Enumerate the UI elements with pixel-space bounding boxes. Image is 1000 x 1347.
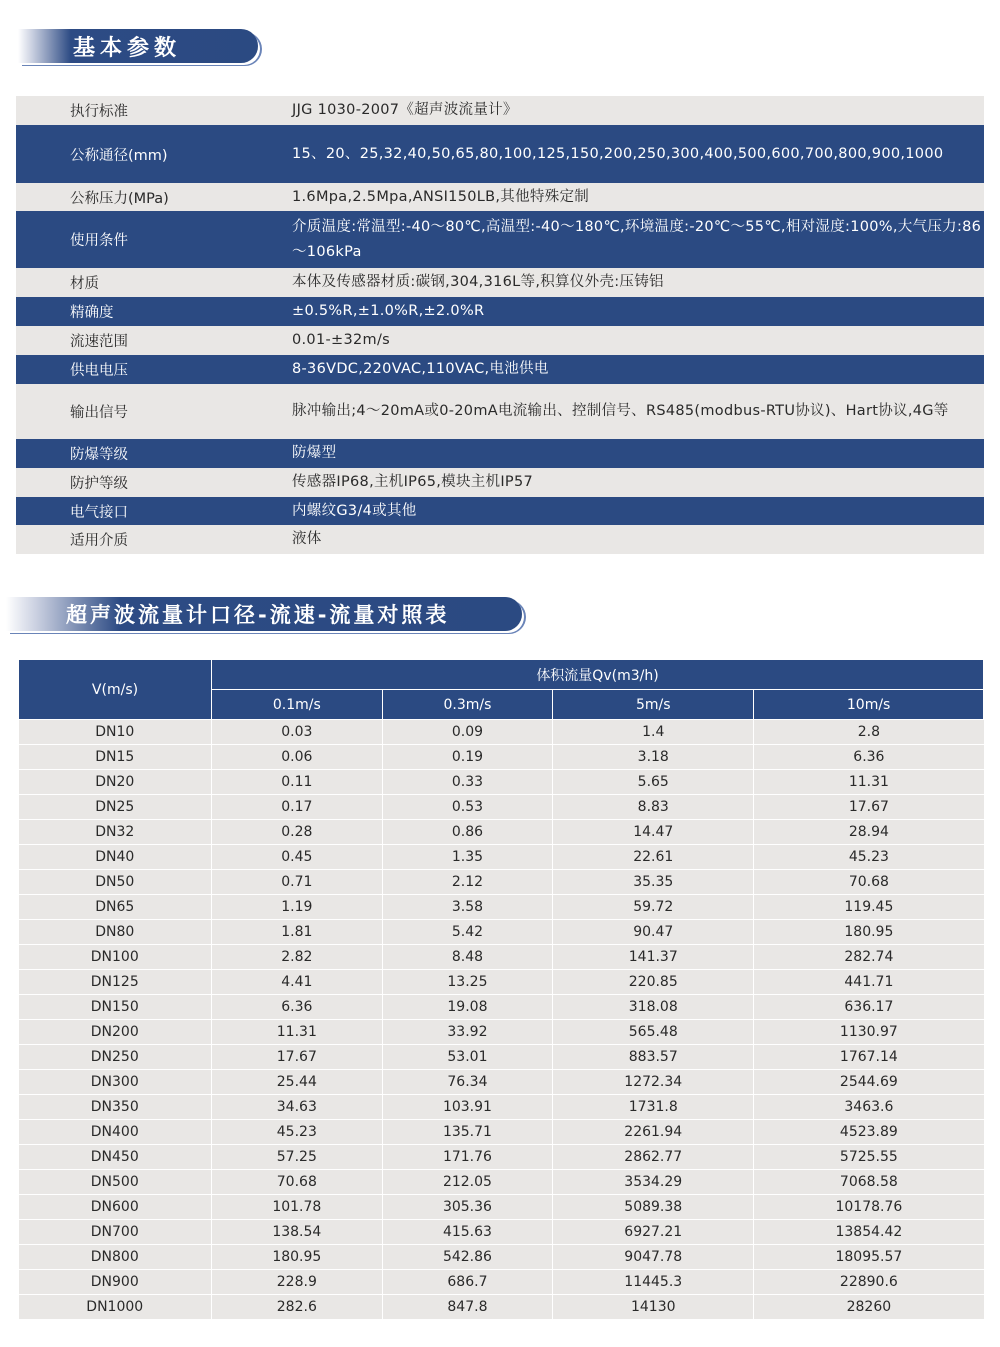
flow-cell: 11.31 [212,1020,383,1045]
flow-cell: 5.42 [382,920,553,945]
flow-cell: 5.65 [553,770,754,795]
flow-cell: 686.7 [382,1270,553,1295]
spec-value: 1.6Mpa,2.5Mpa,ANSI150LB,其他特殊定制 [292,188,590,205]
flow-cell: 53.01 [382,1045,553,1070]
spec-row [16,183,984,211]
flow-cell: 0.17 [212,795,383,820]
flow-cell: 171.76 [382,1145,553,1170]
diameter-cell: DN32 [19,820,212,845]
diameter-cell: DN500 [19,1170,212,1195]
flow-cell: 17.67 [754,795,984,820]
flow-cell: 28.94 [754,820,984,845]
diameter-cell: DN65 [19,895,212,920]
flow-cell: 441.71 [754,970,984,995]
table-row [19,1095,984,1120]
flow-cell: 8.48 [382,945,553,970]
diameter-cell: DN350 [19,1095,212,1120]
flow-cell: 180.95 [754,920,984,945]
spec-label: 防爆等级 [70,447,128,463]
flow-cell: 14.47 [553,820,754,845]
flow-cell: 45.23 [754,845,984,870]
diameter-cell: DN25 [19,795,212,820]
spec-value: JJG 1030-2007《超声波流量计》 [292,102,518,118]
col-header: 0.1m/s [212,690,383,720]
flow-cell: 57.25 [212,1145,383,1170]
flow-cell: 565.48 [553,1020,754,1045]
flow-cell: 119.45 [754,895,984,920]
flow-cell: 318.08 [553,995,754,1020]
table-row [19,770,984,795]
spec-label: 使用条件 [70,233,128,249]
flow-cell: 0.71 [212,870,383,895]
flow-cell: 13.25 [382,970,553,995]
spec-label: 供电电压 [70,363,128,379]
table-row [19,1245,984,1270]
spec-value: 内螺纹G3/4或其他 [292,502,417,519]
flow-cell: 5725.55 [754,1145,984,1170]
flow-cell: 141.37 [553,945,754,970]
flow-cell: 17.67 [212,1045,383,1070]
diameter-cell: DN600 [19,1195,212,1220]
table-row [19,870,984,895]
flow-cell: 2.12 [382,870,553,895]
flow-cell: 13854.42 [754,1220,984,1245]
spec-row [16,384,984,439]
table-row [19,1270,984,1295]
spec-value: 脉冲输出;4～20mA或0-20mA电流输出、控制信号、RS485(modbus-RTU协议)、Hart协议,4G等 [292,403,949,419]
diameter-cell: DN450 [19,1145,212,1170]
diameter-cell: DN100 [19,945,212,970]
spec-row [16,297,984,326]
flow-cell: 2544.69 [754,1070,984,1095]
flow-cell: 2.82 [212,945,383,970]
diameter-cell: DN150 [19,995,212,1020]
diameter-cell: DN50 [19,870,212,895]
spec-row [16,439,984,468]
flow-cell: 45.23 [212,1120,383,1145]
section-title-flow-table: 超声波流量计口径-流速-流量对照表 [6,597,522,631]
spec-label: 输出信号 [70,405,128,421]
table-row [19,1195,984,1220]
spec-value: 本体及传感器材质:碳钢,304,316L等,积算仪外壳:压铸铝 [292,274,664,290]
diameter-cell: DN10 [19,720,212,745]
diameter-cell: DN125 [19,970,212,995]
flow-cell: 847.8 [382,1295,553,1320]
flow-table [18,659,984,1320]
flow-cell: 1.4 [553,720,754,745]
flow-cell: 636.17 [754,995,984,1020]
flow-cell: 76.34 [382,1070,553,1095]
flow-cell: 415.63 [382,1220,553,1245]
spec-label: 公称压力(MPa) [70,190,169,207]
flow-cell: 19.08 [382,995,553,1020]
diameter-cell: DN80 [19,920,212,945]
flow-cell: 25.44 [212,1070,383,1095]
col-header: 0.3m/s [382,690,553,720]
flow-cell: 1731.8 [553,1095,754,1120]
spec-label: 精确度 [70,305,114,321]
table-row [19,920,984,945]
spec-label: 材质 [70,276,99,292]
table-row [19,1220,984,1245]
flow-cell: 1.19 [212,895,383,920]
section-title-basic-params: 基本参数 [18,29,258,63]
diameter-cell: DN700 [19,1220,212,1245]
flow-cell: 103.91 [382,1095,553,1120]
flow-cell: 0.09 [382,720,553,745]
spec-value: 15、20、25,32,40,50,65,80,100,125,150,200,250,300,400,500,600,700,800,900,1000 [292,145,944,162]
spec-row [16,96,984,125]
diameter-cell: DN250 [19,1045,212,1070]
flow-cell: 10178.76 [754,1195,984,1220]
table-row [19,1295,984,1320]
flow-cell: 3463.6 [754,1095,984,1120]
flow-cell: 282.74 [754,945,984,970]
table-row [19,745,984,770]
col-header: 5m/s [553,690,754,720]
spec-label: 电气接口 [70,504,128,521]
flow-cell: 1130.97 [754,1020,984,1045]
flow-cell: 220.85 [553,970,754,995]
flow-cell: 22890.6 [754,1270,984,1295]
flow-cell: 180.95 [212,1245,383,1270]
flow-cell: 0.19 [382,745,553,770]
flow-cell: 1.81 [212,920,383,945]
table-row [19,845,984,870]
flow-cell: 6.36 [754,745,984,770]
spec-value: 液体 [292,531,322,547]
flow-cell: 0.11 [212,770,383,795]
spec-value: 0.01-±32m/s [292,332,390,348]
diameter-cell: DN20 [19,770,212,795]
flow-cell: 883.57 [553,1045,754,1070]
group-header: 体积流量Qv(m3/h) [212,660,984,690]
spec-row [16,468,984,497]
col-header: 10m/s [754,690,984,720]
flow-cell: 0.28 [212,820,383,845]
table-row [19,1145,984,1170]
flow-cell: 35.35 [553,870,754,895]
spec-row [16,355,984,384]
table-row [19,1070,984,1095]
flow-cell: 33.92 [382,1020,553,1045]
spec-value: 传感器IP68,主机IP65,模块主机IP57 [292,474,534,490]
table-row [19,1020,984,1045]
spec-row [16,326,984,355]
spec-row [16,211,984,268]
flow-cell: 0.45 [212,845,383,870]
flow-cell: 4.41 [212,970,383,995]
flow-cell: 8.83 [553,795,754,820]
flow-cell: 135.71 [382,1120,553,1145]
spec-label: 流速范围 [70,334,128,350]
diameter-cell: DN40 [19,845,212,870]
flow-cell: 14130 [553,1295,754,1320]
flow-cell: 228.9 [212,1270,383,1295]
flow-cell: 1.35 [382,845,553,870]
flow-cell: 3.18 [553,745,754,770]
spec-label: 防护等级 [70,476,128,492]
corner-header: V(m/s) [19,660,212,720]
flow-cell: 28260 [754,1295,984,1320]
flow-cell: 212.05 [382,1170,553,1195]
flow-cell: 542.86 [382,1245,553,1270]
flow-cell: 11445.3 [553,1270,754,1295]
flow-cell: 6.36 [212,995,383,1020]
flow-cell: 1272.34 [553,1070,754,1095]
diameter-cell: DN400 [19,1120,212,1145]
flow-cell: 9047.78 [553,1245,754,1270]
table-row [19,1120,984,1145]
flow-cell: 0.06 [212,745,383,770]
flow-cell: 3.58 [382,895,553,920]
table-row [19,720,984,745]
flow-cell: 2.8 [754,720,984,745]
spec-table [16,96,984,554]
spec-row [16,525,984,554]
table-row [19,1045,984,1070]
diameter-cell: DN300 [19,1070,212,1095]
diameter-cell: DN1000 [19,1295,212,1320]
flow-cell: 4523.89 [754,1120,984,1145]
table-row [19,895,984,920]
diameter-cell: DN200 [19,1020,212,1045]
flow-cell: 305.36 [382,1195,553,1220]
flow-cell: 138.54 [212,1220,383,1245]
spec-label: 公称通径(mm) [70,147,168,164]
flow-cell: 70.68 [212,1170,383,1195]
table-row [19,820,984,845]
flow-cell: 22.61 [553,845,754,870]
flow-cell: 282.6 [212,1295,383,1320]
flow-cell: 18095.57 [754,1245,984,1270]
flow-cell: 3534.29 [553,1170,754,1195]
table-row [19,995,984,1020]
spec-label: 适用介质 [70,533,128,549]
flow-cell: 0.33 [382,770,553,795]
flow-cell: 101.78 [212,1195,383,1220]
flow-cell: 7068.58 [754,1170,984,1195]
spec-row [16,125,984,183]
flow-cell: 70.68 [754,870,984,895]
spec-value: ±0.5%R,±1.0%R,±2.0%R [292,303,485,319]
flow-cell: 0.03 [212,720,383,745]
flow-cell: 6927.21 [553,1220,754,1245]
spec-label: 执行标准 [70,104,128,120]
flow-cell: 90.47 [553,920,754,945]
diameter-cell: DN900 [19,1270,212,1295]
flow-cell: 0.53 [382,795,553,820]
table-row [19,795,984,820]
flow-cell: 34.63 [212,1095,383,1120]
diameter-cell: DN800 [19,1245,212,1270]
spec-row [16,497,984,525]
flow-cell: 0.86 [382,820,553,845]
spec-value: 防爆型 [292,445,337,461]
flow-cell: 11.31 [754,770,984,795]
spec-value: 8-36VDC,220VAC,110VAC,电池供电 [292,361,549,377]
flow-cell: 1767.14 [754,1045,984,1070]
table-row [19,945,984,970]
table-row [19,970,984,995]
flow-cell: 5089.38 [553,1195,754,1220]
diameter-cell: DN15 [19,745,212,770]
spec-value: 介质温度:常温型:-40～80℃,高温型:-40～180℃,环境温度:-20℃～55℃,相对湿度:100%,大气压力:86～106kPa [292,218,982,260]
flow-cell: 2261.94 [553,1120,754,1145]
flow-cell: 2862.77 [553,1145,754,1170]
table-row [19,1170,984,1195]
spec-row [16,268,984,297]
flow-cell: 59.72 [553,895,754,920]
